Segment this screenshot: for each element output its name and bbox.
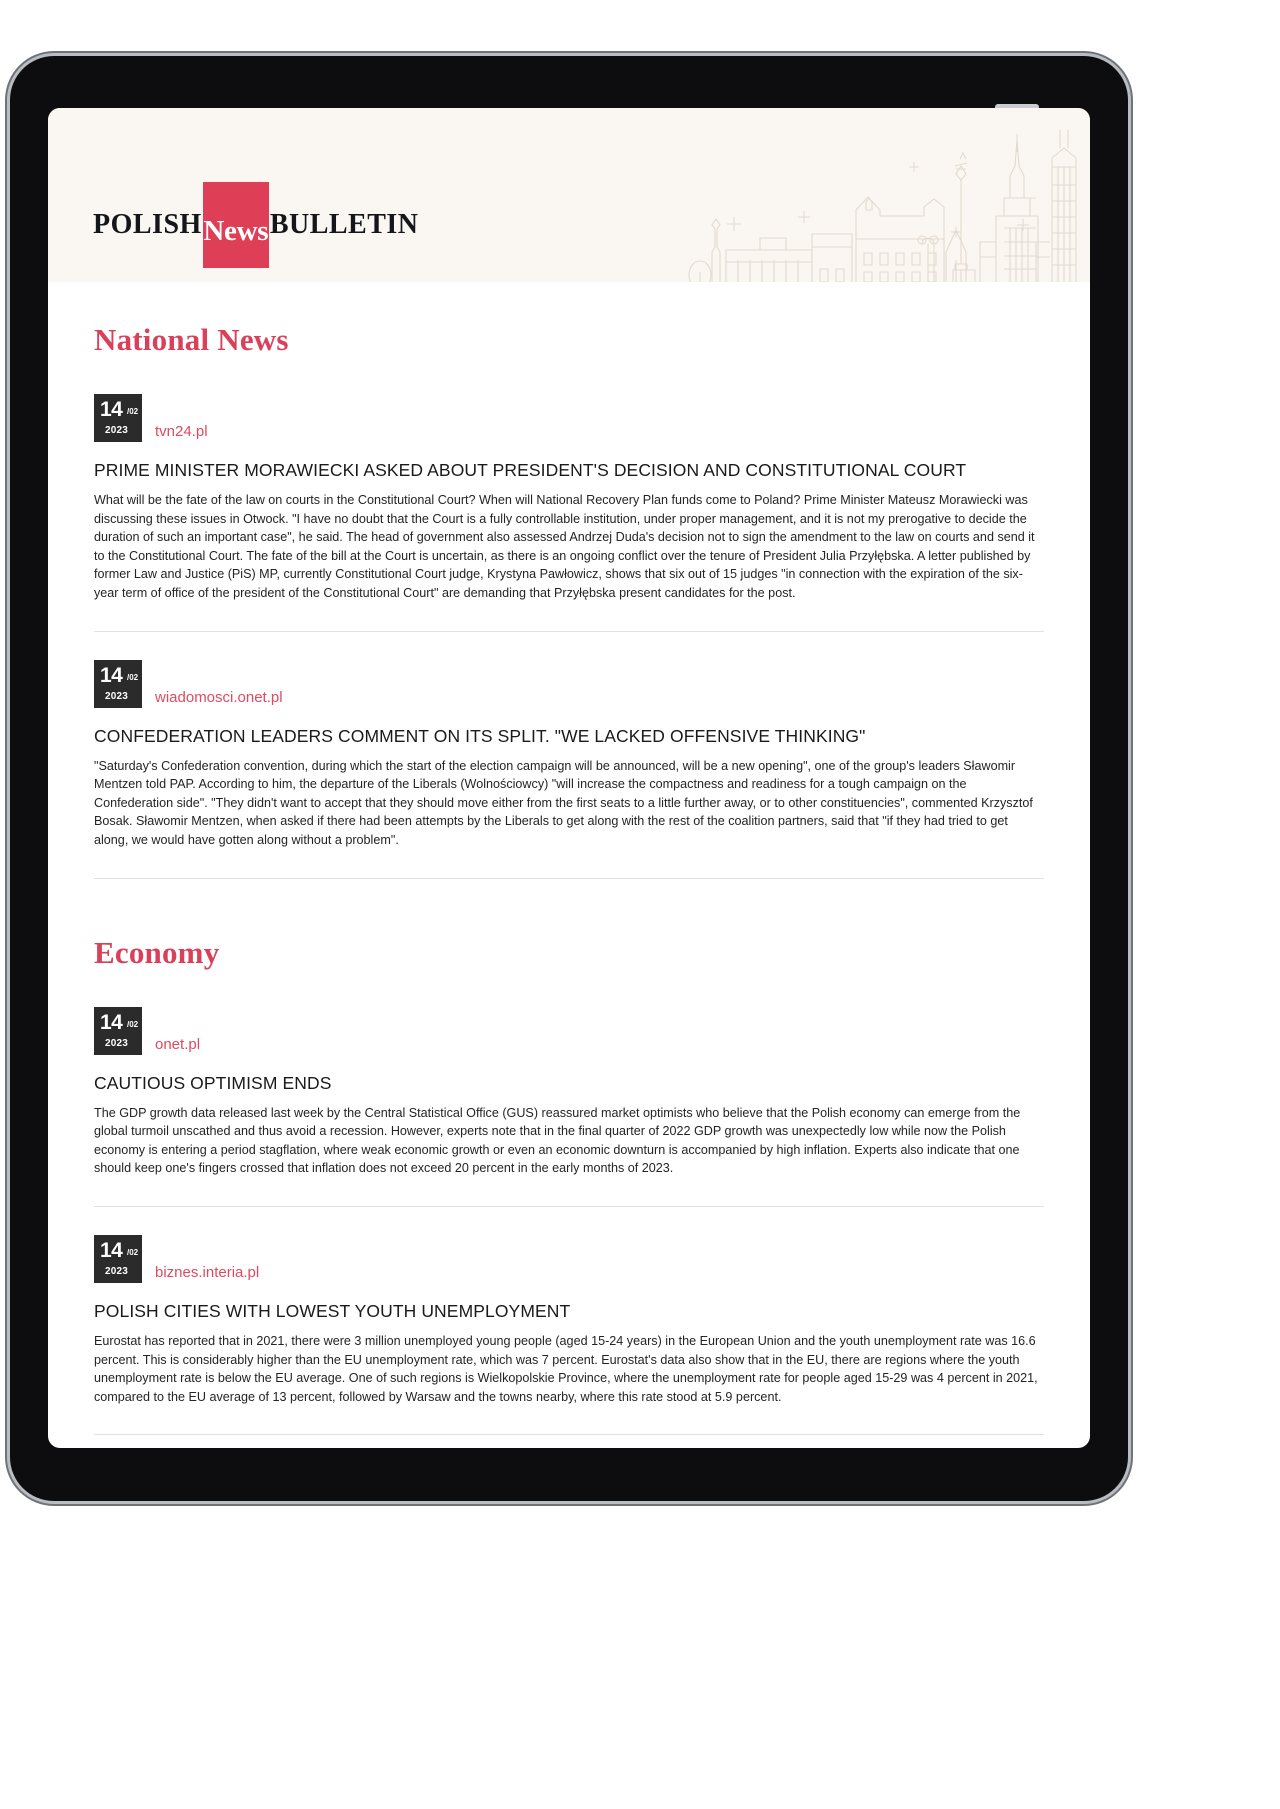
- article-body: Eurostat has reported that in 2021, there were 3 million unemployed young people (aged 15-24 years) in the European Union and the youth unemployment rate was 16.6 percent. This is considerably higher than the EU unemployment rate, which was 7 percent. Eurostat's data also show that in the EU, there are regions where the youth unemployment rate is below the EU average. One of such regions is Wielkopolskie Province, where the unemployment rate for people aged 15-29 was 4 percent in 2021, compared to the EU average of 13 percent, followed by Warsaw and the towns nearby, where this rate stood at 5.9 percent.: [94, 1333, 1038, 1404]
- date-badge: [94, 1007, 142, 1055]
- logo-prefix: POLISH: [93, 209, 202, 240]
- date-month: /02: [127, 1248, 139, 1257]
- date-year: 2023: [105, 1037, 129, 1049]
- article-body: What will be the fate of the law on courts in the Constitutional Court? When will National Recovery Plan funds come to Poland? Prime Minister Mateusz Morawiecki was discussing these issues in Otwock. "I have no doubt that the Court is a fully controllable institution, under proper management, and it is not my prerogative to decide the duration of such an important case", he said. The head of government also assessed Andrzej Duda's decision not to sign the amendment to the law on courts and send it to the Constitutional Court. The fate of the bill at the Court is uncertain, as there is an ongoing conflict over the tenure of President Julia Przyłębska. A letter published by former Law and Justice (PiS) MP, currently Constitutional Court judge, Krystyna Pawłowicz, shows that six out of 15 judges "in connection with the expiration of the six-year term of office of the president of the Constitutional Court" are demanding that Przyłębska present candidates for the post.: [94, 492, 1035, 600]
- article-meta: [94, 1235, 1044, 1283]
- article-source-link[interactable]: tvn24.pl: [155, 423, 208, 440]
- article-headline[interactable]: PRIME MINISTER MORAWIECKI ASKED ABOUT PRESIDENT'S DECISION AND CONSTITUTIONAL COURT: [94, 460, 967, 480]
- date-month: /02: [127, 1019, 139, 1029]
- tablet-screen: [48, 108, 1090, 1448]
- article-source-link[interactable]: biznes.interia.pl: [155, 1264, 260, 1281]
- date-badge: [94, 394, 142, 442]
- article-item: [94, 1207, 1044, 1435]
- date-day: 14: [100, 398, 123, 421]
- article-source-link[interactable]: wiadomosci.onet.pl: [155, 688, 283, 706]
- date-day: 14: [100, 1010, 123, 1034]
- section-heading-national-news: National News: [94, 322, 289, 357]
- article-body: The GDP growth data released last week by the Central Statistical Office (GUS) reassured market optimists who believe that the Polish economy can emerge from the global turmoil unscathed and thus avoid a recession. However, experts note that in the final quarter of 2022 GDP growth was unexpectedly low while now the Polish economy is entering a period stagflation, where weak economic growth or even an economic downturn is accompanied by high inflation. Experts also indicate that one should keep one's fingers crossed that inflation does not exceed 20 percent in the early months of 2023.: [94, 1105, 1021, 1176]
- article-item: [94, 632, 1044, 879]
- article-item: [94, 979, 1044, 1207]
- tablet-device-frame: [10, 56, 1128, 1501]
- date-day: 14: [100, 1239, 123, 1262]
- warsaw-skyline-icon: [608, 108, 1078, 282]
- logo-news-badge: [203, 182, 269, 268]
- date-year: 2023: [105, 690, 129, 702]
- article-meta: [94, 1007, 1044, 1055]
- date-badge: [94, 1235, 142, 1283]
- article-headline[interactable]: CAUTIOUS OPTIMISM ENDS: [94, 1072, 332, 1093]
- masthead: [48, 108, 1090, 282]
- date-badge: [94, 660, 142, 708]
- section-heading-economy: Economy: [94, 934, 220, 970]
- date-month: /02: [127, 672, 139, 682]
- logo-suffix: BULLETIN: [269, 209, 419, 240]
- date-year: 2023: [105, 425, 129, 436]
- date-year: 2023: [105, 1266, 129, 1277]
- newsletter-content: [48, 322, 1090, 1435]
- article-headline[interactable]: POLISH CITIES WITH LOWEST YOUTH UNEMPLOYMENT: [94, 1301, 571, 1321]
- date-day: 14: [100, 663, 123, 687]
- article-divider: [94, 878, 1044, 879]
- article-divider: [94, 1434, 1044, 1435]
- logo-highlight: News: [203, 215, 269, 247]
- article-source-link[interactable]: onet.pl: [155, 1035, 201, 1053]
- article-item: [94, 366, 1044, 632]
- article-meta: [94, 394, 1044, 442]
- article-headline[interactable]: CONFEDERATION LEADERS COMMENT ON ITS SPLIT. "WE LACKED OFFENSIVE THINKING": [94, 725, 866, 746]
- article-body: "Saturday's Confederation convention, during which the start of the election campaign will be announced, will be a new opening", one of the group's leaders Sławomir Mentzen told PAP. According to him, the departure of the Liberals (Wolnościowcy) "will increase the compactness and readiness for a tough campaign on the Confederation side". "They didn't want to accept that they should move either from the first seats to a little further away, or to other constituencies", commented Krzysztof Bosak. Sławomir Mentzen, when asked if there had been attempts by the Liberals to get along with the rest of the coalition partners, said that "if they had tried to get along, we would have gotten along without a problem".: [94, 758, 1033, 847]
- article-meta: [94, 660, 1044, 708]
- site-logo[interactable]: [93, 206, 419, 247]
- date-month: /02: [127, 407, 139, 416]
